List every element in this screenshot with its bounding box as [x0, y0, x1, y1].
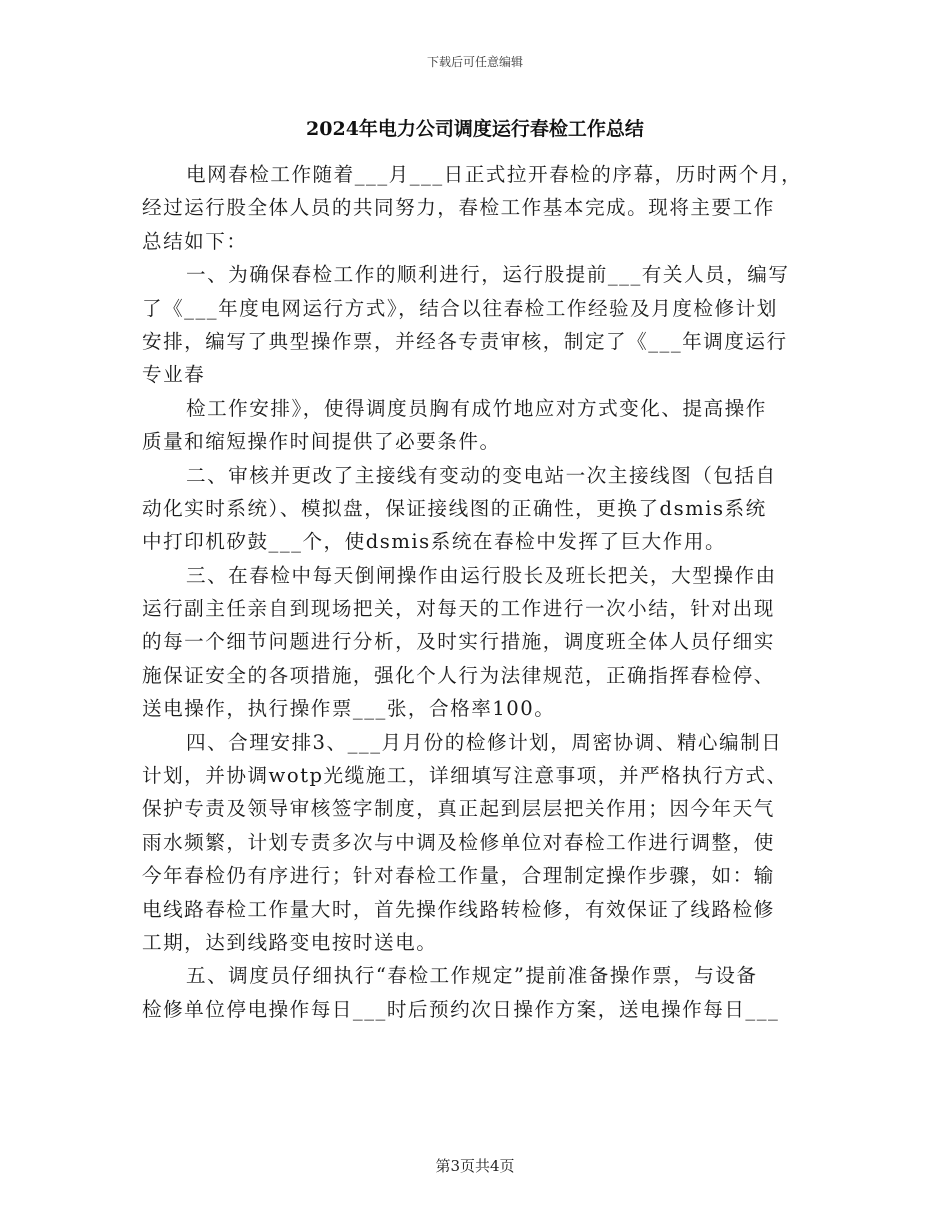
document-title: 2024年电力公司调度运行春检工作总结: [306, 118, 644, 140]
text-line: 一、为确保春检工作的顺利进行，运行股提前___有关人员，编写: [186, 263, 790, 287]
document-body: [142, 158, 814, 1026]
text-line: 五、调度员仔细执行“春检工作规定”提前准备操作票，与设备: [186, 964, 758, 988]
text-line: 总结如下：: [142, 229, 248, 253]
text-line: 今年春检仍有序进行；针对春检工作量，合理制定操作步骤，如：输: [142, 864, 775, 888]
page-footer: 第3页共4页: [435, 1157, 515, 1175]
text-line: 二、审核并更改了主接线有变动的变电站一次主接线图（包括自: [186, 463, 777, 487]
text-line: 雨水频繁，计划专责多次与中调及检修单位对春检工作进行调整，使: [142, 830, 775, 854]
text-line: 四、合理安排3、___月月份的检修计划，周密协调、精心编制日: [186, 730, 783, 754]
text-line: 了《___年度电网运行方式》，结合以往春检工作经验及月度检修计划: [142, 296, 778, 320]
text-line: 安排，编写了典型操作票，并经各专责审核，制定了《___年调度运行: [142, 329, 788, 353]
text-line: 专业春: [142, 363, 206, 387]
text-line: 工期，达到线路变电按时送电。: [142, 930, 438, 954]
text-line: 检修单位停电操作每日___时后预约次日操作方案，送电操作每日___: [142, 997, 780, 1021]
text-line: 计划，并协调wotp光缆施工，详细填写注意事项，并严格执行方式、: [142, 764, 788, 788]
text-line: 质量和缩短操作时间提供了必要条件。: [142, 430, 501, 454]
text-line: 保护专责及领导审核签字制度，真正起到层层把关作用；因今年天气: [142, 797, 775, 821]
text-line: 电网春检工作随着___月___日正式拉开春检的序幕，历时两个月，: [186, 163, 803, 186]
text-line: 三、在春检中每天倒闸操作由运行股长及班长把关，大型操作由: [186, 563, 777, 587]
text-line: 送电操作，执行操作票___张，合格率100。: [142, 697, 556, 721]
page-header: 下载后可任意编辑: [426, 55, 523, 69]
text-line: 检工作安排》，使得调度员胸有成竹地应对方式变化、提高操作: [186, 396, 767, 420]
text-line: 经过运行股全体人员的共同努力，春检工作基本完成。现将主要工作: [142, 196, 775, 220]
text-line: 动化实时系统）、模拟盘，保证接线图的正确性，更换了dsmis系统: [142, 496, 767, 520]
text-line: 运行副主任亲自到现场把关，对每天的工作进行一次小结，针对出现: [142, 597, 775, 621]
text-line: 中打印机矽鼓___个，使dsmis系统在春检中发挥了巨大作用。: [142, 530, 727, 554]
text-line: 施保证安全的各项措施，强化个人行为法律规范，正确指挥春检停、: [142, 663, 775, 687]
text-line: 的每一个细节问题进行分析，及时实行措施，调度班全体人员仔细实: [142, 630, 775, 654]
text-line: 电线路春检工作量大时，首先操作线路转检修，有效保证了线路检修: [142, 897, 775, 921]
